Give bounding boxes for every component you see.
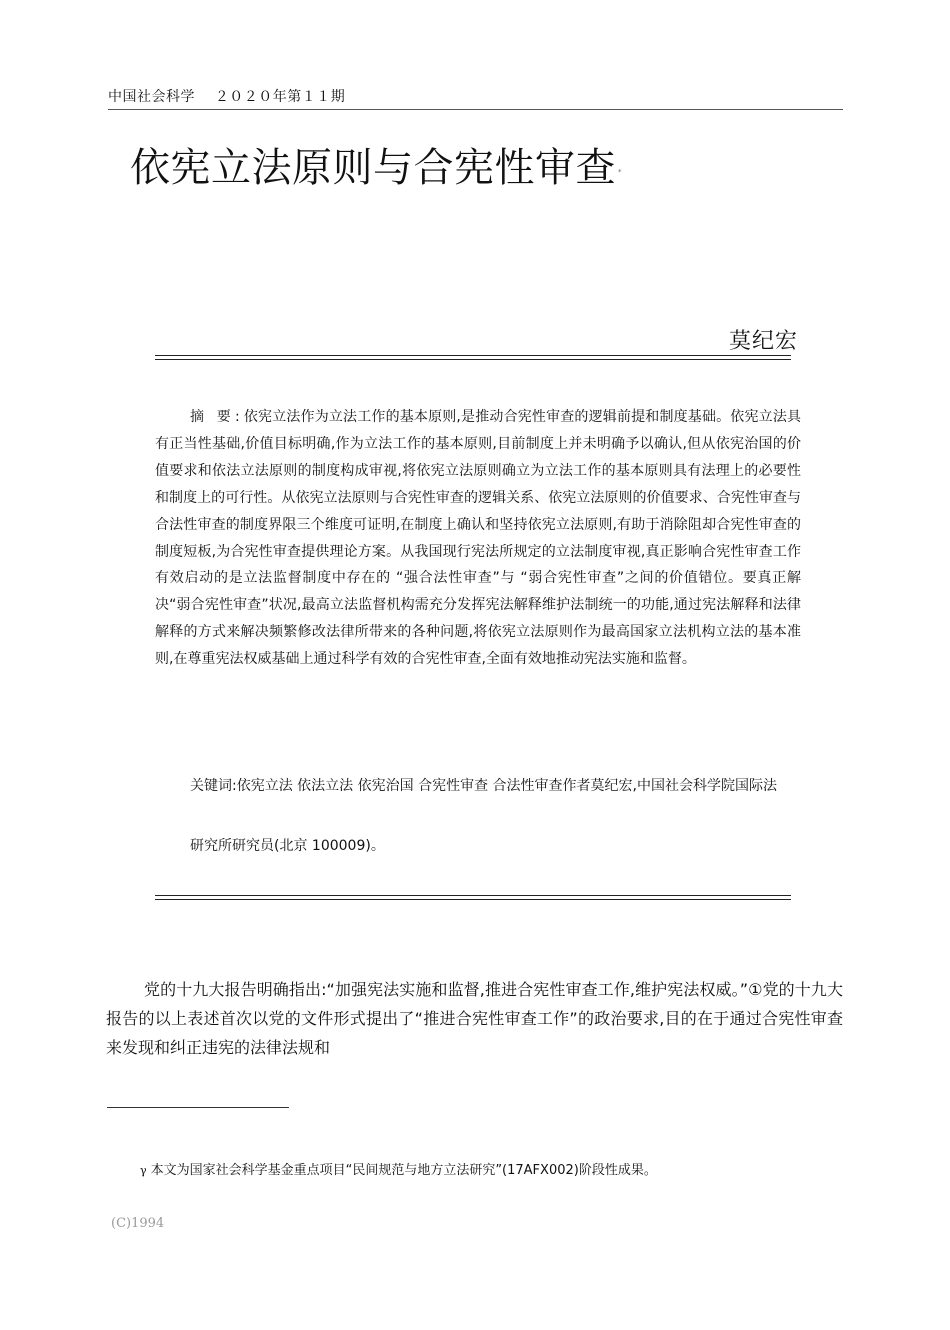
footnote-divider bbox=[107, 1107, 289, 1108]
footnote bbox=[140, 1161, 657, 1181]
author-affiliation: 研究所研究员(北京 100009)。 bbox=[190, 838, 385, 854]
copyright-notice: (C)1994 bbox=[111, 1216, 165, 1231]
abstract-top-divider bbox=[155, 355, 791, 360]
title-footnote-mark: * bbox=[618, 168, 622, 176]
journal-header bbox=[108, 86, 345, 106]
footnote-mark: γ bbox=[140, 1164, 147, 1177]
body-paragraph: 党的十九大报告明确指出:“加强宪法实施和监督,推进合宪性审查工作,维护宪法权威。”①党的十九大报告的以上表述首次以党的文件形式提出了“推进合宪性审查工作”的政治要求,目的在于通过合宪性审查来发现和纠正违宪的法律法规和 bbox=[106, 980, 843, 1057]
abstract-bottom-divider bbox=[155, 895, 791, 900]
abstract-label: 摘 要: bbox=[190, 409, 244, 425]
footnote-text: 本文为国家社会科学基金重点项目“民间规范与地方立法研究”(17AFX002)阶段性成果。 bbox=[150, 1163, 657, 1178]
article-title: 依宪立法原则与合宪性审查 bbox=[130, 145, 616, 191]
journal-name: 中国社会科学 bbox=[108, 89, 195, 105]
article-author: 莫纪宏 bbox=[728, 329, 798, 354]
abstract bbox=[155, 404, 801, 673]
header-divider bbox=[108, 109, 843, 110]
title-block bbox=[130, 142, 622, 194]
keywords: 关键词:依宪立法 依法立法 依宪治国 合宪性审查 合法性审查作者莫纪宏,中国社会科学院国际法 bbox=[190, 778, 777, 794]
journal-issue: ２０２０年第１１期 bbox=[214, 89, 346, 105]
abstract-text: 依宪立法作为立法工作的基本原则,是推动合宪性审查的逻辑前提和制度基础。依宪立法具有正当性基础,价值目标明确,作为立法工作的基本原则,目前制度上并未明确予以确认,但从依宪治国的价值要求和依法立法原则的制度构成审视,将依宪立法原则确立为立法工作的基本原则具有法理上的必要性和制度上的可行性。从依宪立法原则与合宪性审查的逻辑关系、依宪立法原则的价值要求、合宪性审查与合法性审查的制度界限三个维度可证明,在制度上确认和坚持依宪立法原则,有助于消除阻却合宪性审查的制度短板,为合宪性审查提供理论方案。从我国现行宪法所规定的立法制度审视,真正影响合宪性审查工作有效启动的是立法监督制度中存在的 “强合法性审查”与 “弱合宪性审查”之间的价值错位。要真正解决“弱合宪性审查”状况,最高立法监督机构需充分发挥宪法解释维护法制统一的功能,通过宪法解释和法律解释的方式来解决频繁修改法律所带来的各种问题,将依宪立法原则作为最高国家立法机构立法的基本准则,在尊重宪法权威基础上通过科学有效的合宪性审查,全面有效地推动宪法实施和监督。 bbox=[155, 409, 801, 668]
